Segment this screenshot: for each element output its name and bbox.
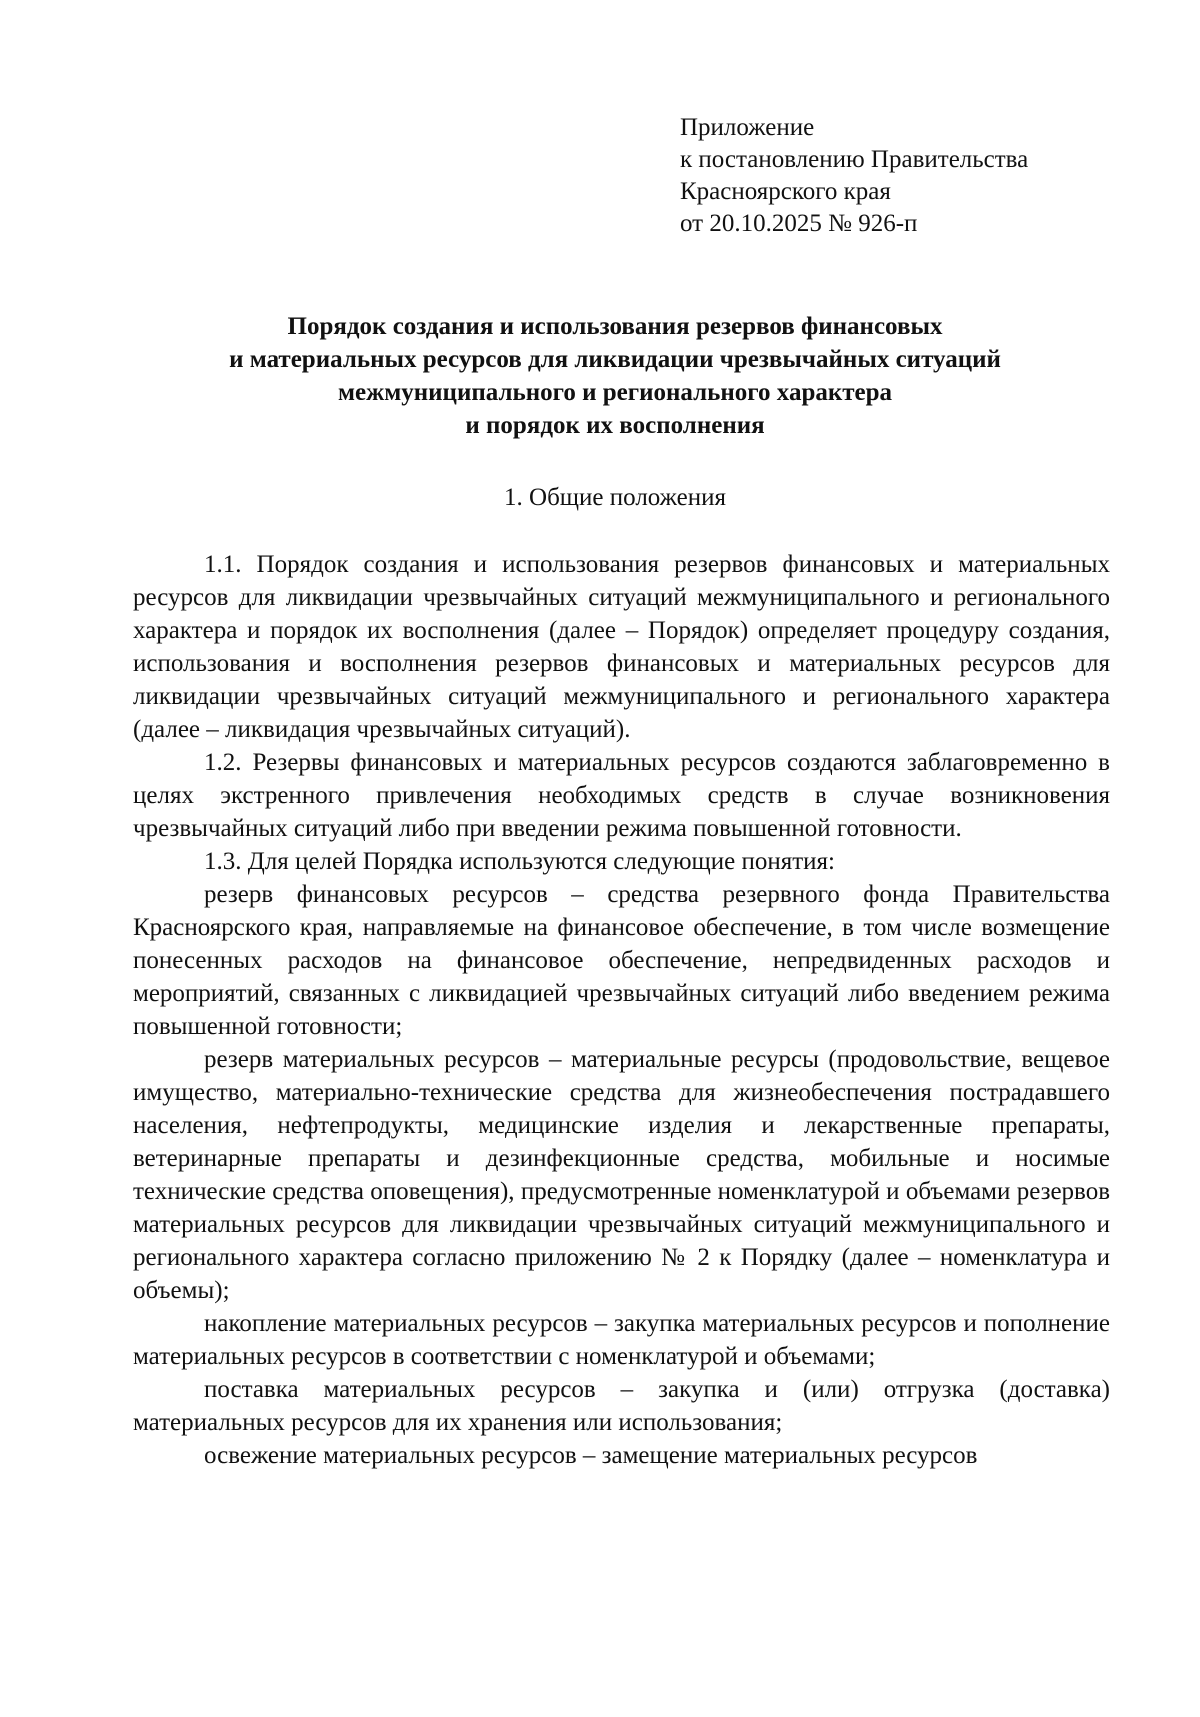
appendix-line: от 20.10.2025 № 926-п: [680, 210, 918, 237]
appendix-line: Красноярского края: [680, 178, 891, 205]
title-line: Порядок создания и использования резервов финансовых: [287, 313, 943, 340]
paragraph-1-3: 1.3. Для целей Порядка используются следующие понятия:: [204, 848, 835, 875]
definition-accumulation: накопление материальных ресурсов – закупка материальных ресурсов и пополнение материальных ресурсов в соответствии с номенклатурой и объемами;: [133, 1310, 1110, 1370]
document-title: [120, 310, 1110, 442]
definition-material-reserve: резерв материальных ресурсов – материальные ресурсы (продовольствие, вещевое имущество, материально-технические средства для жизнеобеспечения пострадавшего населения, нефтепродукты, медицинские изделия и лекарственные препараты, ветеринарные препараты и дезинфекционные средства, мобильные и носимые технические средства оповещения), предусмотренные номенклатурой и объемами резервов материальных ресурсов для ликвидации чрезвычайных ситуаций межмуниципального и регионального характера согласно приложению № 2 к Порядку (далее – номенклатура и объемы);: [133, 1046, 1110, 1304]
section-heading: 1. Общие положения: [504, 484, 726, 511]
definition-financial-reserve: резерв финансовых ресурсов – средства резервного фонда Правительства Красноярского края, направляемые на финансовое обеспечение, в том числе возмещение понесенных расходов на финансовое обеспечение, непредвиденных расходов и мероприятий, связанных с ликвидацией чрезвычайных ситуаций либо введением режима повышенной готовности;: [133, 881, 1110, 1040]
appendix-line: к постановлению Правительства: [680, 146, 1029, 173]
section-body: [133, 548, 1110, 1472]
title-line: межмуниципального и регионального характера: [337, 379, 893, 406]
paragraph-1-1: 1.1. Порядок создания и использования резервов финансовых и материальных ресурсов для ликвидации чрезвычайных ситуаций межмуниципального и регионального характера и порядок их восполнения (далее – Порядок) определяет процедуру создания, использования и восполнения резервов финансовых и материальных ресурсов для ликвидации чрезвычайных ситуаций межмуниципального и регионального характера (далее – ликвидация чрезвычайных ситуаций).: [133, 551, 1110, 743]
title-line: и материальных ресурсов для ликвидации чрезвычайных ситуаций: [229, 346, 1001, 373]
appendix-block: [680, 112, 1028, 240]
title-line: и порядок их восполнения: [465, 412, 765, 439]
appendix-line: Приложение: [680, 114, 815, 141]
definition-supply: поставка материальных ресурсов – закупка и (или) отгрузка (доставка) материальных ресурсов для их хранения или использования;: [133, 1376, 1110, 1436]
definition-refresh: освежение материальных ресурсов – замещение материальных ресурсов: [204, 1442, 978, 1469]
paragraph-1-2: 1.2. Резервы финансовых и материальных ресурсов создаются заблаговременно в целях экстренного привлечения необходимых средств в случае возникновения чрезвычайных ситуаций либо при введении режима повышенной готовности.: [133, 749, 1110, 842]
